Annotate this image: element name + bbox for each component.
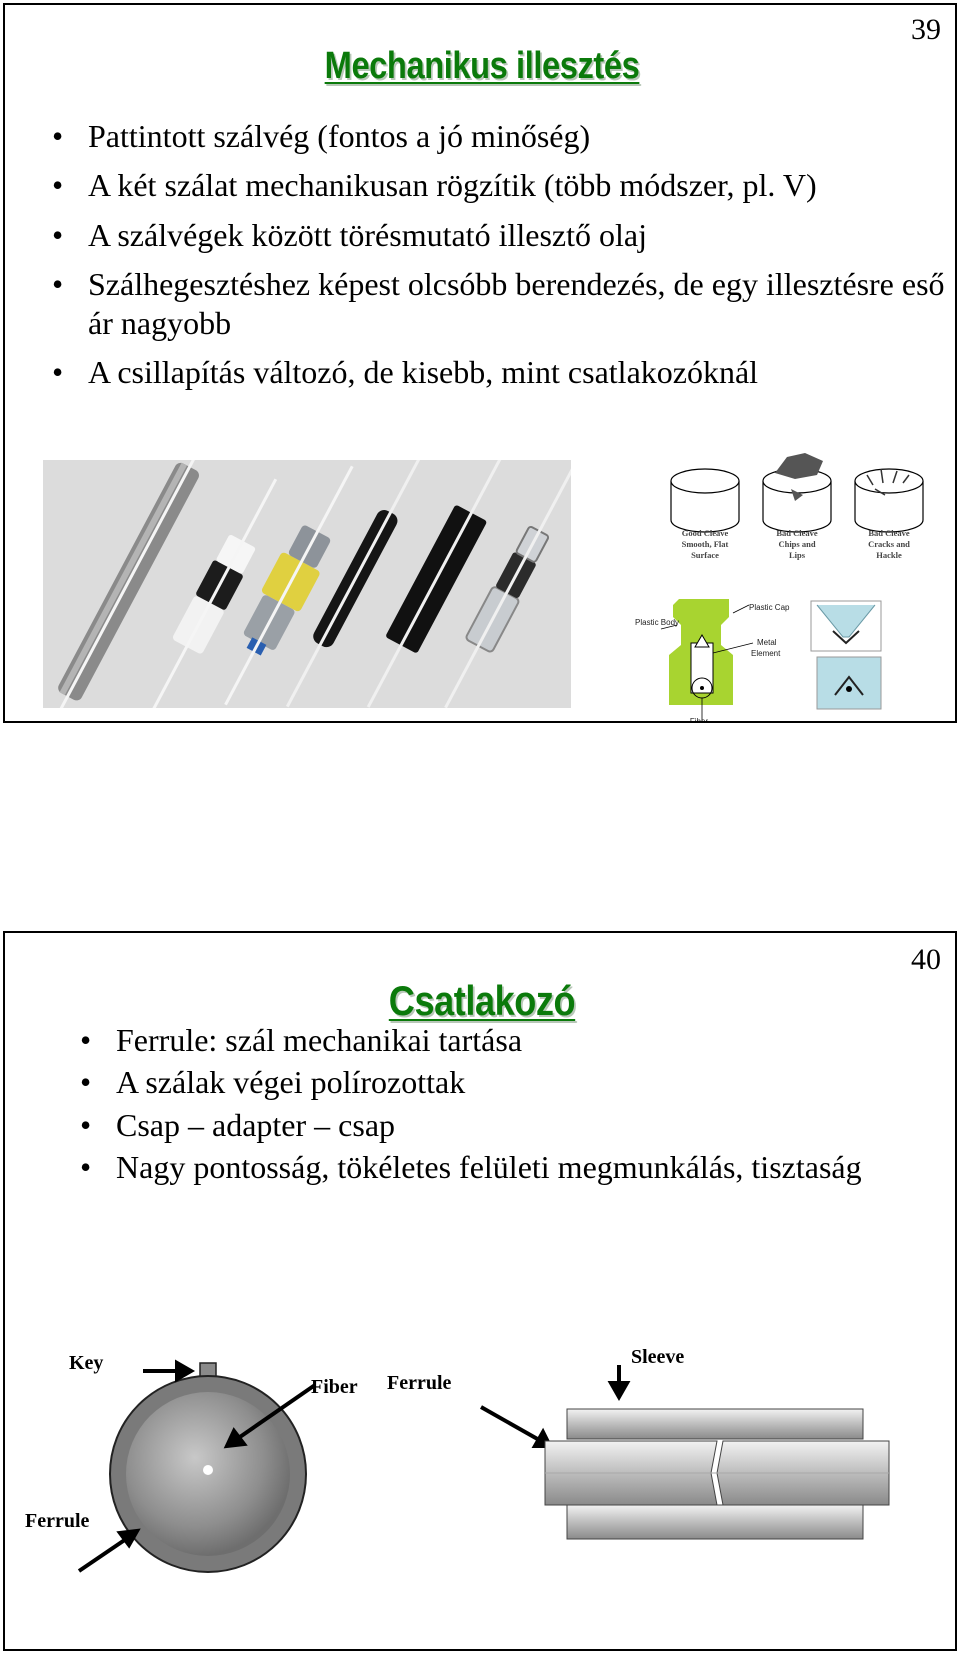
cleave-splice-diagram bbox=[5, 5, 957, 723]
good-cleave-label-3: Surface bbox=[691, 550, 719, 560]
bullet-item: • Pattintott szálvég (fontos a jó minőség) bbox=[52, 118, 591, 154]
good-cleave-label-1: Good Cleave bbox=[681, 528, 729, 538]
bullet-item: • Ferrule: szál mechanikai tartása bbox=[80, 1022, 523, 1058]
good-cleave-cylinder bbox=[671, 469, 739, 532]
page-number: 39 bbox=[911, 13, 941, 46]
ferrule-label-bottom: Ferrule bbox=[25, 1510, 90, 1532]
bullet-item: • A szálvégek között törésmutató illesztő olaj bbox=[52, 216, 647, 253]
key-label: Key bbox=[69, 1352, 104, 1374]
bad-cleave-1-label-1: Bad Cleave bbox=[776, 528, 818, 538]
bullet-item: • A szálak végei polírozottak bbox=[80, 1064, 466, 1101]
bad-cleave-cracks-cylinder bbox=[855, 469, 923, 532]
bad-cleave-1-label-2: Chips and bbox=[778, 539, 816, 549]
bullet-item: • A csillapítás változó, de kisebb, mint csatlakozóknál bbox=[52, 353, 759, 390]
page-number: 40 bbox=[911, 943, 941, 976]
ferrule-end-view bbox=[110, 1363, 306, 1572]
slide-39 bbox=[3, 3, 957, 723]
bad-cleave-chips-cylinder bbox=[763, 453, 831, 532]
bullet-item: • A két szálat mechanikusan rögzítik (több módszer, pl. V) bbox=[52, 167, 817, 204]
sleeve-label: Sleeve bbox=[631, 1346, 685, 1368]
slide-40 bbox=[3, 931, 957, 1651]
bullet-item: • Nagy pontosság, tökéletes felületi megmunkálás, tisztaság bbox=[80, 1149, 862, 1186]
bad-cleave-1-label-3: Lips bbox=[788, 550, 806, 560]
bullet-item: • Csap – adapter – csap bbox=[80, 1106, 396, 1143]
bad-cleave-2-label-1: Bad Cleave bbox=[868, 528, 910, 538]
metal-element-label-2: Element bbox=[751, 649, 781, 658]
connector-diagram bbox=[5, 933, 957, 1651]
slide-title: Csatlakozó bbox=[388, 977, 576, 1024]
good-cleave-label-2: Smooth, Flat bbox=[681, 539, 729, 549]
sleeve-ferrule-assembly bbox=[545, 1409, 889, 1539]
plastic-cap-label: Plastic Cap bbox=[749, 603, 790, 612]
bad-cleave-2-label-2: Cracks and bbox=[868, 539, 910, 549]
fiber-label: Fiber bbox=[311, 1376, 358, 1398]
bad-cleave-2-label-3: Hackle bbox=[876, 550, 902, 560]
fiber-label: Fiber bbox=[689, 717, 709, 725]
ferrule-label-top: Ferrule bbox=[387, 1372, 452, 1394]
bullet-item: • Szálhegesztéshez képest olcsóbb berendezés, de egy illesztésre eső ár nagyobb bbox=[52, 266, 945, 341]
metal-element-label-1: Metal bbox=[757, 638, 777, 647]
plastic-body-label: Plastic Body bbox=[635, 618, 680, 627]
v-groove-open-panel bbox=[811, 601, 881, 651]
slide-title: Mechanikus illesztés bbox=[324, 45, 640, 87]
v-groove-closed-panel bbox=[817, 657, 881, 709]
